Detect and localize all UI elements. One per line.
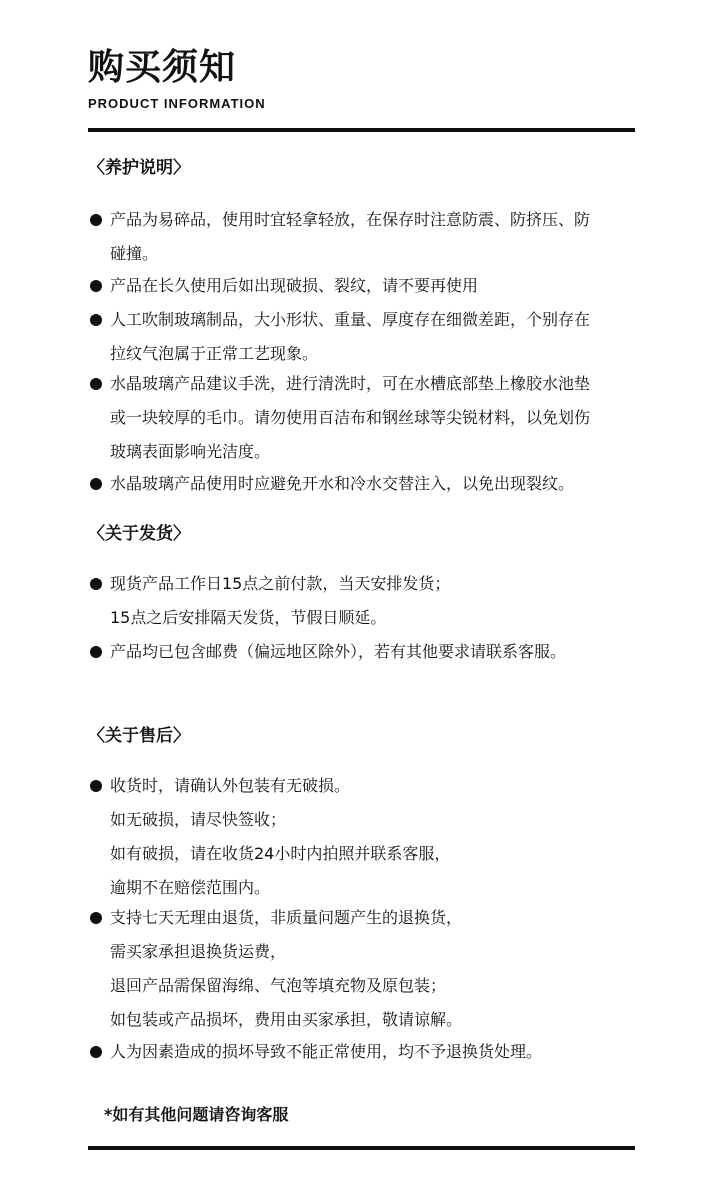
item-text: 人工吹制玻璃制品，大小形状、重量、厚度存在细微差距，个别存在 bbox=[110, 310, 591, 329]
item-text: 如无破损，请尽快签收； bbox=[110, 810, 287, 829]
list-item bbox=[88, 372, 633, 474]
list-item bbox=[88, 572, 633, 640]
item-text: 人为因素造成的损坏导致不能正常使用，均不予退换货处理。 bbox=[110, 1042, 543, 1061]
bullet-icon bbox=[90, 314, 102, 326]
footer-note: *如有其他问题请咨询客服 bbox=[104, 1105, 289, 1124]
item-text: 水晶玻璃产品使用时应避免开水和冷水交替注入，以免出现裂纹。 bbox=[110, 474, 575, 493]
item-text: 水晶玻璃产品建议手洗，进行清洗时，可在水槽底部垫上橡胶水池垫 bbox=[110, 374, 591, 393]
bullet-icon bbox=[90, 378, 102, 390]
item-text: 现货产品工作日15点之前付款，当天安排发货； bbox=[110, 574, 451, 593]
bullet-icon bbox=[90, 478, 102, 490]
item-text: 产品为易碎品，使用时宜轻拿轻放，在保存时注意防震、防挤压、防 bbox=[110, 210, 591, 229]
bullet-icon bbox=[90, 578, 102, 590]
item-text: 支持七天无理由退货，非质量问题产生的退换货， bbox=[110, 908, 463, 927]
list-item bbox=[88, 774, 633, 910]
item-text: 逾期不在赔偿范围内。 bbox=[110, 878, 271, 897]
list-item bbox=[88, 640, 633, 674]
bullet-icon bbox=[90, 912, 102, 924]
section-heading-after-sales: 〈关于售后〉 bbox=[88, 726, 190, 746]
section-heading-care: 〈养护说明〉 bbox=[88, 158, 190, 178]
list-item bbox=[88, 1040, 633, 1074]
item-text: 碰撞。 bbox=[110, 244, 159, 263]
page-subtitle: PRODUCT INFORMATION bbox=[88, 96, 266, 111]
item-text: 玻璃表面影响光洁度。 bbox=[110, 442, 271, 461]
item-text: 产品在长久使用后如出现破损、裂纹，请不要再使用 bbox=[110, 276, 479, 295]
item-text: 产品均已包含邮费（偏远地区除外），若有其他要求请联系客服。 bbox=[110, 642, 567, 661]
list-item bbox=[88, 274, 633, 308]
item-text: 如有破损，请在收货24小时内拍照并联系客服， bbox=[110, 844, 451, 863]
bullet-icon bbox=[90, 646, 102, 658]
item-text: 或一块较厚的毛巾。请勿使用百洁布和钢丝球等尖锐材料，以免划伤 bbox=[110, 408, 591, 427]
bullet-icon bbox=[90, 1046, 102, 1058]
page-title: 购买须知 bbox=[88, 47, 237, 88]
bullet-icon bbox=[90, 780, 102, 792]
bullet-icon bbox=[90, 214, 102, 226]
top-divider bbox=[88, 128, 635, 132]
bullet-icon bbox=[90, 280, 102, 292]
item-text: 需买家承担退换货运费， bbox=[110, 942, 287, 961]
section-heading-shipping: 〈关于发货〉 bbox=[88, 524, 190, 544]
item-text: 退回产品需保留海绵、气泡等填充物及原包装； bbox=[110, 976, 447, 995]
list-item bbox=[88, 208, 633, 276]
item-text: 如包装或产品损坏，费用由买家承担，敬请谅解。 bbox=[110, 1010, 463, 1029]
list-item bbox=[88, 308, 633, 376]
item-text: 拉纹气泡属于正常工艺现象。 bbox=[110, 344, 319, 363]
list-item bbox=[88, 472, 633, 506]
item-text: 收货时，请确认外包装有无破损。 bbox=[110, 776, 351, 795]
list-item bbox=[88, 906, 633, 1042]
item-text: 15点之后安排隔天发货，节假日顺延。 bbox=[110, 608, 387, 627]
bottom-divider bbox=[88, 1146, 635, 1150]
